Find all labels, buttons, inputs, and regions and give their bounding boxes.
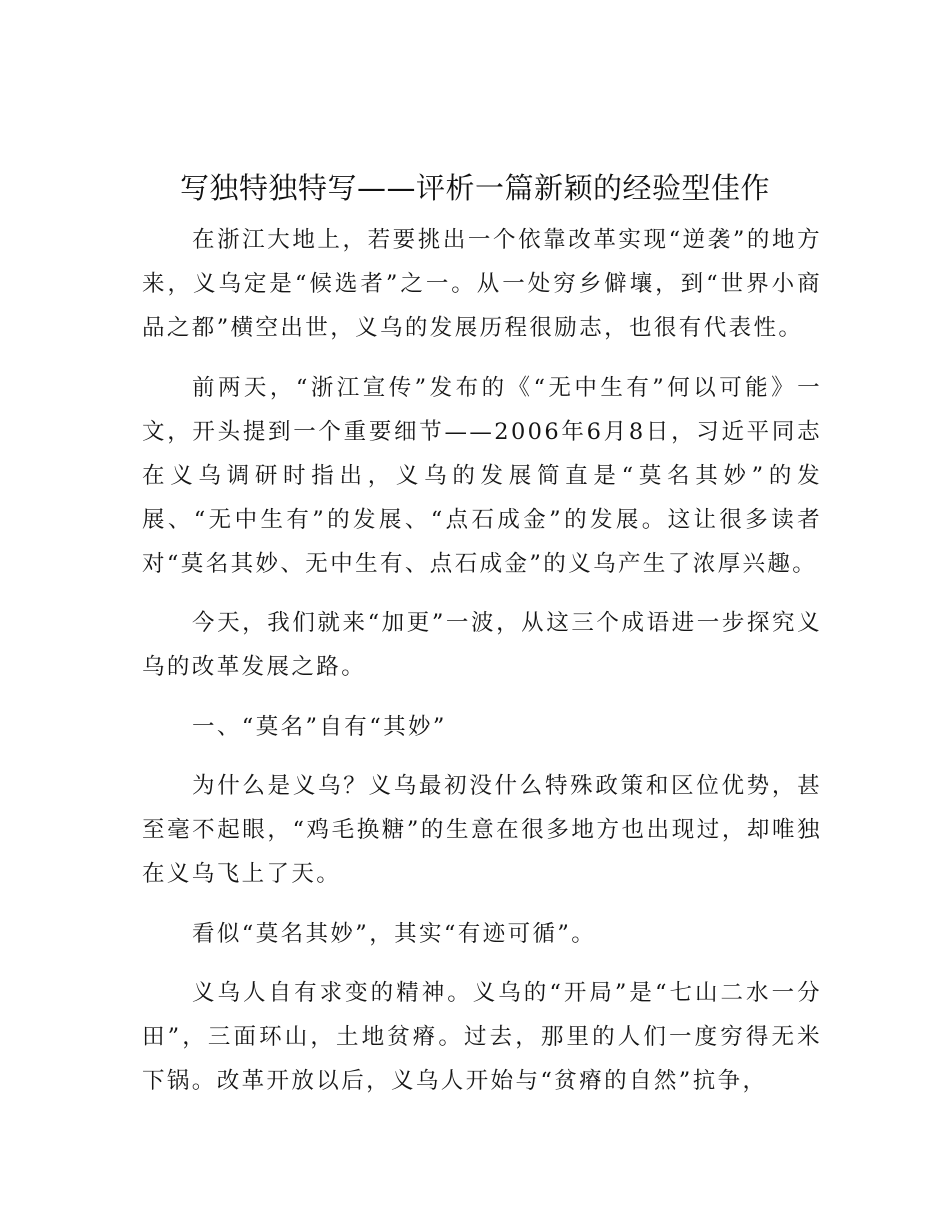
paragraph-purpose: 今天，我们就来“加更”一波，从这三个成语进一步探究义乌的改革发展之路。 [142, 610, 822, 680]
paragraph-spirit: 义乌人自有求变的精神。义乌的“开局”是“七山二水一分田”，三面环山，土地贫瘠。过去，那里的人们一度穷得无米下锅。改革开放以后，义乌人开始与“贫瘠的自然”抗争， [142, 980, 822, 1094]
document-body [142, 218, 822, 1119]
paragraph-why-yiwu: 为什么是义乌？义乌最初没什么特殊政策和区位优势，甚至毫不起眼，“鸡毛换糖”的生意在很多地方也出现过，却唯独在义乌飞上了天。 [142, 773, 822, 887]
paragraph-background: 前两天，“浙江宣传”发布的《“无中生有”何以可能》一文，开头提到一个重要细节——2006年6月8日，习近平同志在义乌调研时指出，义乌的发展简直是“莫名其妙”的发展、“无中生有”的发展、“点石成金”的发展。这让很多读者对“莫名其妙、无中生有、点石成金”的义乌产生了浓厚兴趣。 [142, 374, 822, 577]
paragraph-intro: 在浙江大地上，若要挑出一个依靠改革实现“逆袭”的地方来，义乌定是“候选者”之一。从一处穷乡僻壤，到“世界小商品之都”横空出世，义乌的发展历程很励志，也很有代表性。 [142, 227, 822, 341]
document-title: 写独特独特写——评析一篇新颖的经验型佳作 [179, 171, 770, 205]
section-heading-1: 一、“莫名”自有“其妙” [192, 713, 447, 740]
paragraph-traceable: 看似“莫名其妙”，其实“有迹可循”。 [192, 920, 597, 947]
